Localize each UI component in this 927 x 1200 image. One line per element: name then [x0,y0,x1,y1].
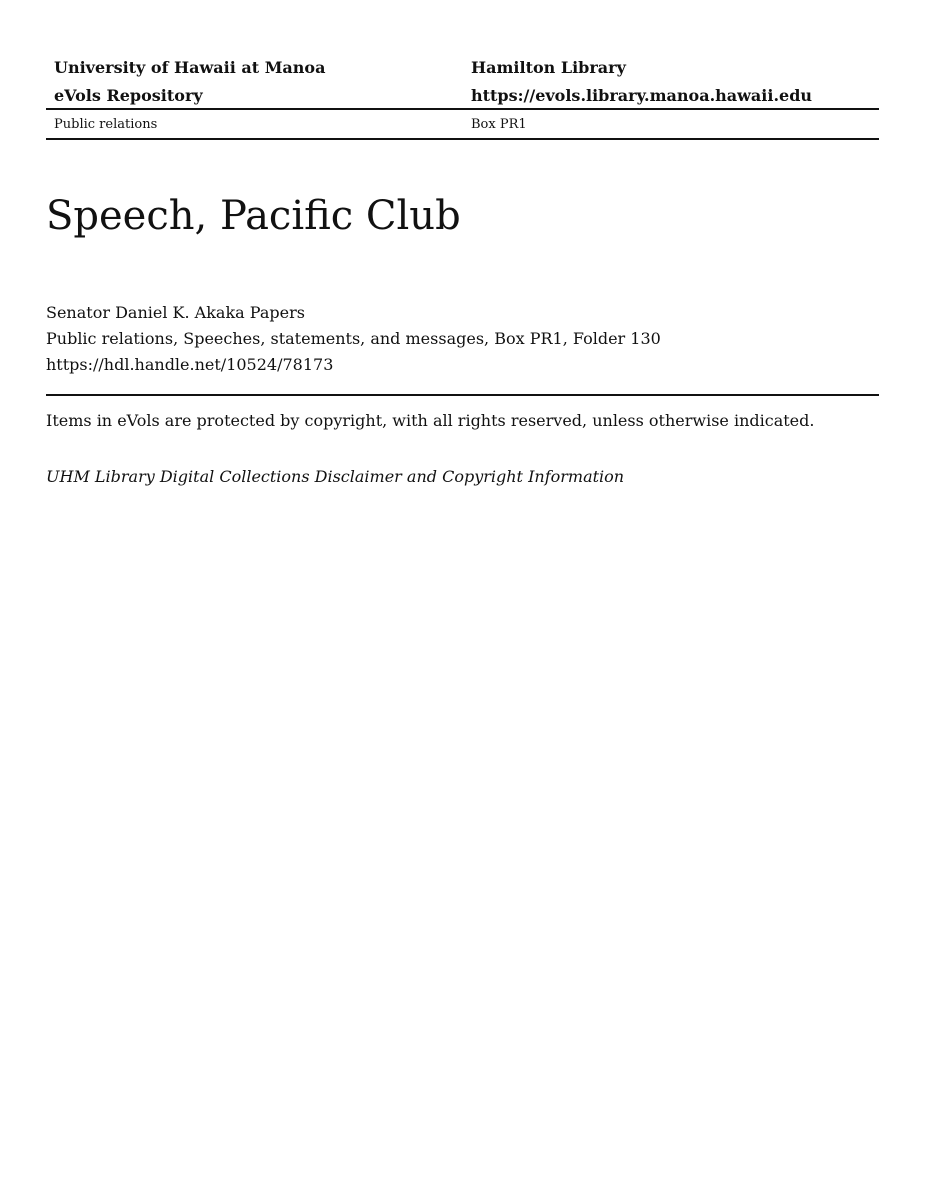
document-title: Speech, Pacific Club [46,193,461,239]
folder-location: Public relations, Speeches, statements, and messages, Box PR1, Folder 130 [46,329,661,348]
header-row-small [46,110,879,140]
header-row-top [46,52,879,83]
collection-name: Senator Daniel K. Akaka Papers [46,303,305,322]
copyright-notice: Items in eVols are protected by copyright, with all rights reserved, unless otherwise indicated. [46,411,815,430]
series-label: Public relations [54,117,158,132]
disclaimer-link[interactable]: UHM Library Digital Collections Disclaimer and Copyright Information [46,467,625,486]
library-name: Hamilton Library [471,58,626,77]
divider [46,394,879,396]
box-label: Box PR1 [471,117,527,132]
header-row-mid [46,83,879,110]
document-metadata [46,300,661,378]
handle-link[interactable]: https://hdl.handle.net/10524/78173 [46,355,334,374]
repository-name: eVols Repository [54,86,203,105]
institution-name: University of Hawaii at Manoa [54,58,326,77]
document-page [46,52,879,486]
repository-url[interactable]: https://evols.library.manoa.hawaii.edu [471,86,813,105]
header-table [46,52,879,140]
